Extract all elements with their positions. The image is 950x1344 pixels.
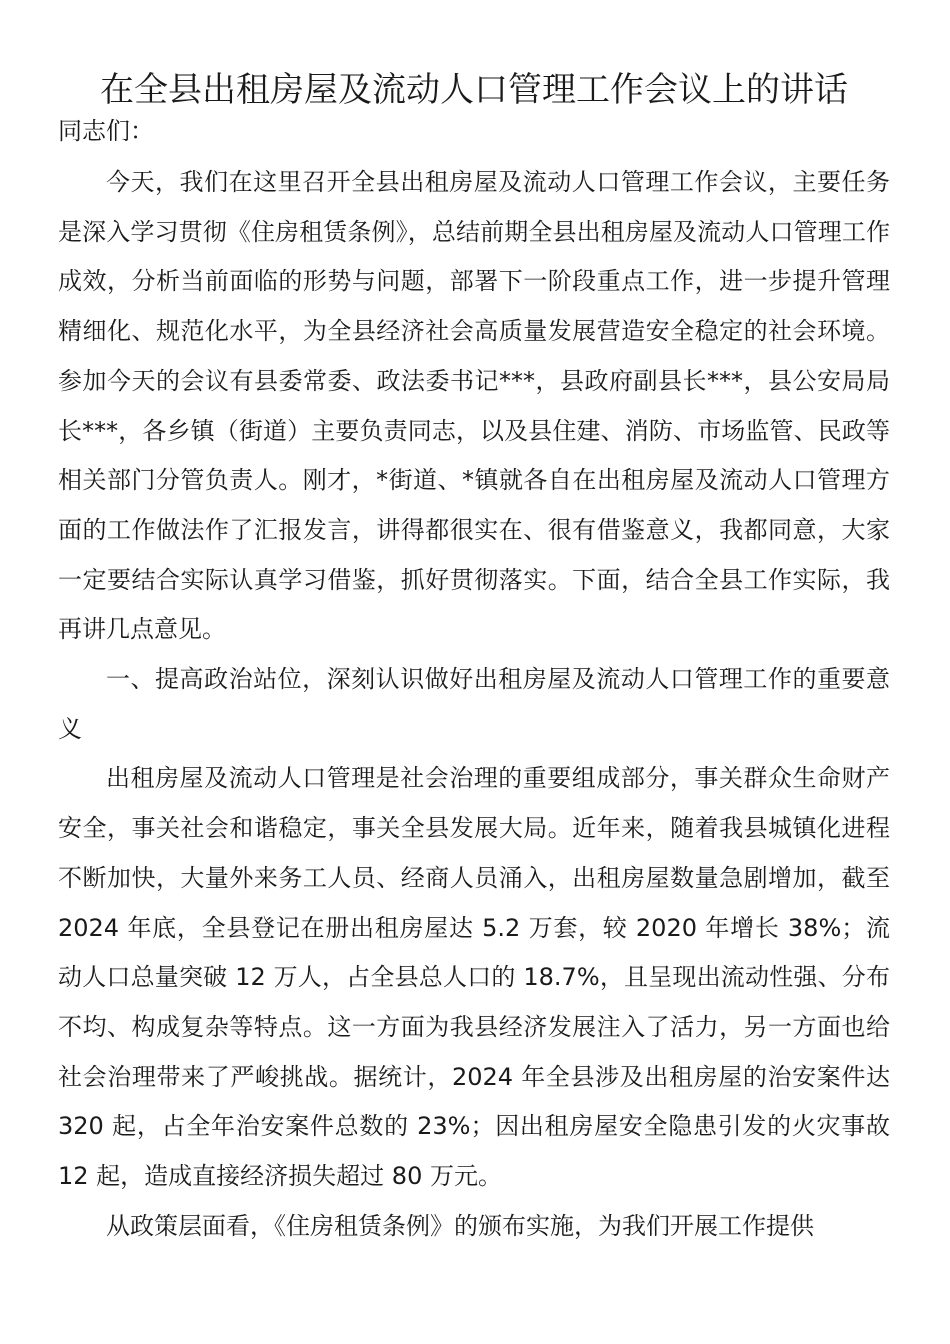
paragraph-intro: 今天，我们在这里召开全县出租房屋及流动人口管理工作会议，主要任务是深入学习贯彻《住房租赁条例》，总结前期全县出租房屋及流动人口管理工作成效，分析当前面临的形势与问题，部署下一阶段重点工作，进一步提升管理精细化、规范化水平，为全县经济社会高质量发展营造安全稳定的社会环境。参加今天的会议有县委常委、政法委书记***，县政府副县长***，县公安局局长***，各乡镇（街道）主要负责同志，以及县住建、消防、市场监管、民政等相关部门分管负责人。刚才，*街道、*镇就各自在出租房屋及流动人口管理方面的工作做法作了汇报发言，讲得都很实在、很有借鉴意义，我都同意，大家一定要结合实际认真学习借鉴，抓好贯彻落实。下面，结合全县工作实际，我再讲几点意见。 (58, 168, 890, 644)
document-page (58, 66, 890, 1251)
salutation: 同志们： (58, 117, 154, 145)
section-heading-1: 一、提高政治站位，深刻认识做好出租房屋及流动人口管理工作的重要意义 (58, 665, 890, 743)
paragraph-policy: 从政策层面看，《住房租赁条例》的颁布实施，为我们开展工作提供 (106, 1211, 814, 1240)
document-title: 在全县出租房屋及流动人口管理工作会议上的讲话 (100, 70, 848, 110)
paragraph-significance: 出租房屋及流动人口管理是社会治理的重要组成部分，事关群众生命财产安全，事关社会和谐稳定，事关全县发展大局。近年来，随着我县城镇化进程不断加快，大量外来务工人员、经商人员涌入，出租房屋数量急剧增加，截至 2024 年底，全县登记在册出租房屋达 5.2 万套，较 2020 年增长 38%；流动人口总量突破 12 万人，占全县总人口的 18.7%，且呈现出流动性强、分布不均、构成复杂等特点。这一方面为我县经济发展注入了活力，另一方面也给社会治理带来了严峻挑战。据统计，2024 年全县涉及出租房屋的治安案件达 320 起，占全年治安案件总数的 23%；因出租房屋安全隐患引发的火灾事故 12 起，造成直接经济损失超过 80 万元。 (58, 764, 890, 1191)
